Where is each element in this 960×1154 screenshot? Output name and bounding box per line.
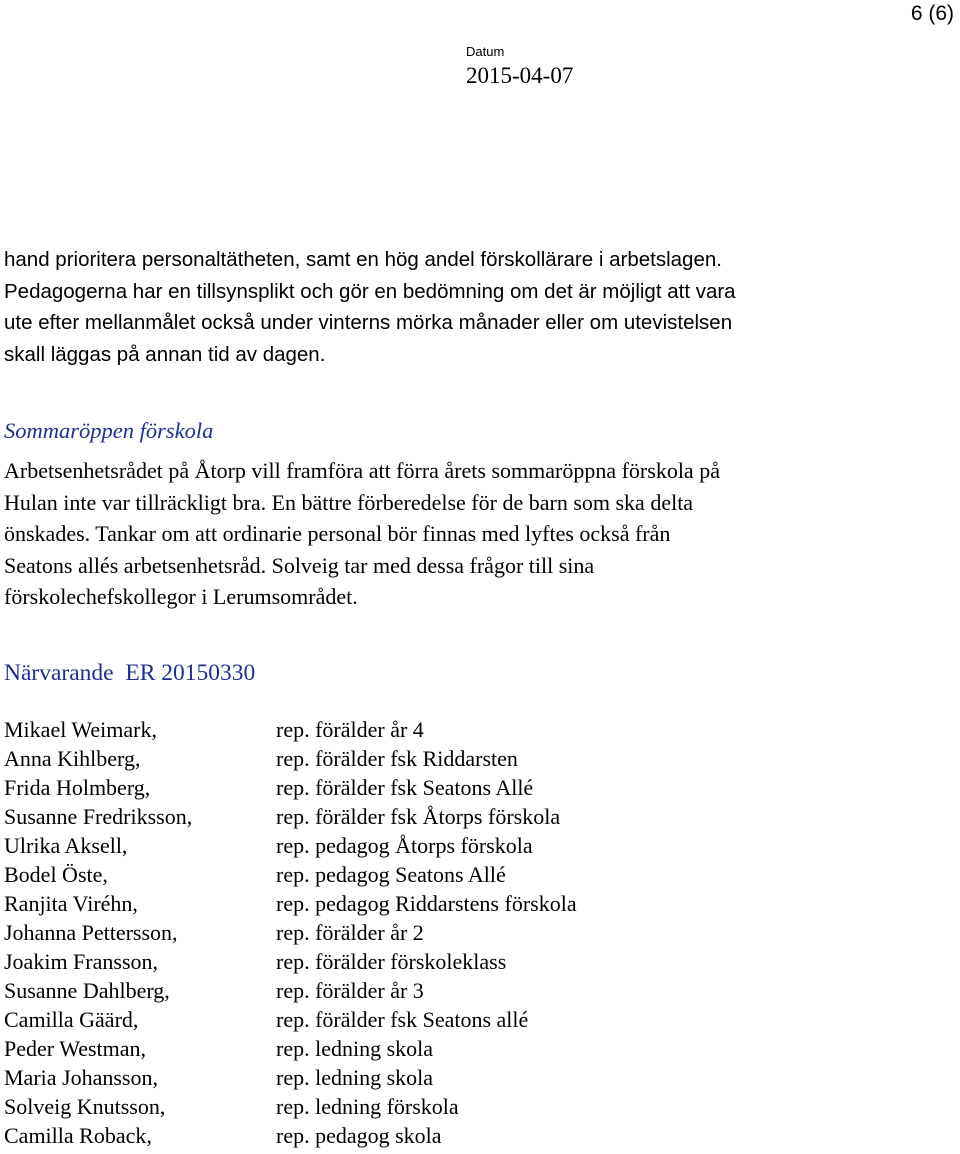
section-heading: Sommaröppen förskola: [4, 418, 214, 443]
attendee-name: Susanne Fredriksson,: [4, 804, 193, 829]
section-line: Seatons allés arbetsenhetsråd. Solveig tar med dessa frågor till sina: [4, 552, 595, 578]
attendee-role: rep. pedagog Åtorps förskola: [276, 833, 533, 858]
attendee-row: [4, 773, 924, 802]
attendee-name: Solveig Knutsson,: [4, 1094, 166, 1119]
attendee-row: [4, 976, 924, 1005]
attendee-row: [4, 1063, 924, 1092]
section-line: Hulan inte var tillräckligt bra. En bättre förberedelse för de barn som ska delta: [4, 489, 694, 515]
attendee-role: rep. förälder år 4: [276, 717, 424, 742]
section-line: önskades. Tankar om att ordinarie personal bör finnas med lyftes också från: [4, 521, 671, 546]
attendee-role: rep. förälder fsk Seatons allé: [276, 1007, 529, 1032]
intro-line: Pedagogerna har en tillsynsplikt och gör en bedömning om det är möjligt att vara: [4, 279, 736, 303]
attendee-row: [4, 1034, 924, 1063]
attendee-row: [4, 1005, 924, 1034]
page-number: 6 (6): [910, 2, 954, 25]
attendee-name: Joakim Fransson,: [4, 949, 158, 974]
date-block: [466, 44, 573, 91]
attendee-name: Camilla Gäärd,: [4, 1007, 139, 1032]
attendee-role: rep. ledning förskola: [276, 1094, 459, 1119]
intro-paragraph: [4, 244, 944, 370]
attendee-name: Bodel Öste,: [4, 862, 108, 887]
section-line: Arbetsenhetsrådet på Åtorp vill framföra att förra årets sommaröppna förskola på: [4, 458, 720, 483]
attendee-row: [4, 802, 924, 831]
attendee-name: Mikael Weimark,: [4, 717, 158, 742]
attendee-name: Anna Kihlberg,: [4, 746, 141, 771]
attendee-name: Peder Westman,: [4, 1036, 147, 1061]
attendance-heading: Närvarande ER 20150330: [4, 660, 256, 686]
attendee-list: [4, 715, 924, 1150]
attendee-role: rep. pedagog skola: [276, 1123, 442, 1148]
attendee-name: Ulrika Aksell,: [4, 833, 128, 858]
attendee-role: rep. förälder fsk Seatons Allé: [276, 775, 534, 800]
attendee-name: Susanne Dahlberg,: [4, 978, 170, 1003]
date-label: Datum: [466, 44, 505, 59]
attendee-name: Maria Johansson,: [4, 1065, 158, 1090]
attendee-role: rep. ledning skola: [276, 1065, 434, 1090]
attendee-row: [4, 715, 924, 744]
attendee-row: [4, 1121, 924, 1150]
attendee-role: rep. pedagog Seatons Allé: [276, 862, 506, 887]
attendee-name: Ranjita Viréhn,: [4, 891, 138, 916]
attendee-row: [4, 831, 924, 860]
intro-line: hand prioritera personaltätheten, samt en hög andel förskollärare i arbetslagen.: [4, 248, 722, 271]
attendee-name: Camilla Roback,: [4, 1123, 152, 1148]
attendee-role: rep. förälder fsk Riddarsten: [276, 746, 518, 771]
attendee-role: rep. pedagog Riddarstens förskola: [276, 891, 577, 916]
attendee-row: [4, 889, 924, 918]
intro-line: ute efter mellanmålet också under vinterns mörka månader eller om utevistelsen: [4, 311, 733, 334]
attendee-role: rep. förälder förskoleklass: [276, 949, 507, 974]
attendee-row: [4, 918, 924, 947]
attendee-row: [4, 1092, 924, 1121]
section-paragraph: [4, 455, 944, 613]
attendee-name: Frida Holmberg,: [4, 775, 151, 800]
section-line: förskolechefskollegor i Lerumsområdet.: [4, 584, 358, 609]
date-value: 2015-04-07: [466, 63, 574, 88]
attendee-row: [4, 860, 924, 889]
intro-line: skall läggas på annan tid av dagen.: [4, 342, 326, 366]
attendee-role: rep. förälder fsk Åtorps förskola: [276, 804, 561, 829]
attendee-role: rep. förälder år 3: [276, 978, 424, 1003]
attendee-row: [4, 947, 924, 976]
attendee-role: rep. förälder år 2: [276, 920, 424, 945]
attendee-role: rep. ledning skola: [276, 1036, 434, 1061]
attendee-row: [4, 744, 924, 773]
attendee-name: Johanna Pettersson,: [4, 920, 178, 945]
